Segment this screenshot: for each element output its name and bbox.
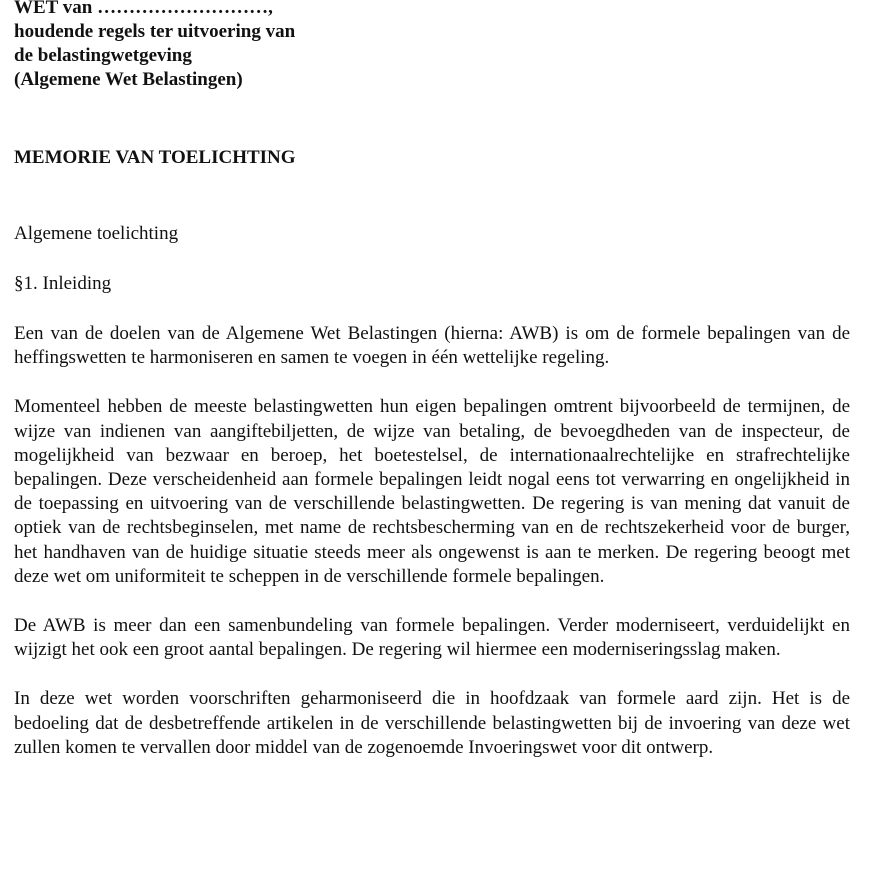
memorie-heading: MEMORIE VAN TOELICHTING bbox=[14, 147, 296, 168]
law-title-line-4: (Algemene Wet Belastingen) bbox=[14, 69, 243, 90]
law-title-line-3: de belastingwetgeving bbox=[14, 45, 192, 66]
paragraph-1: Een van de doelen van de Algemene Wet Belastingen (hierna: AWB) is om de formele bepalingen van de heffingswetten te harmoniseren en samen te voegen in één wettelijke regeling. bbox=[14, 323, 850, 369]
subsection-heading: §1. Inleiding bbox=[14, 273, 112, 294]
document-page bbox=[14, 0, 850, 760]
law-title-line-2: houdende regels ter uitvoering van bbox=[14, 21, 296, 42]
law-title bbox=[14, 0, 850, 92]
law-title-line-1: WET van ………………………, bbox=[14, 0, 273, 18]
paragraph-4: In deze wet worden voorschriften geharmoniseerd die in hoofdzaak van formele aard zijn. Het is de bedoeling dat de desbetreffende artikelen in de verschillende belastingwetten bij de invoering van deze wet zullen komen te vervallen door middel van de zogenoemde Invoeringswet voor dit ontwerp. bbox=[14, 688, 850, 758]
paragraph-3: De AWB is meer dan een samenbundeling van formele bepalingen. Verder moderniseert, verduidelijkt en wijzigt het ook een groot aantal bepalingen. De regering wil hiermee een moderniseringsslag maken. bbox=[14, 615, 850, 661]
section-heading: Algemene toelichting bbox=[14, 223, 179, 244]
paragraph-2: Momenteel hebben de meeste belastingwetten hun eigen bepalingen omtrent bijvoorbeeld de termijnen, de wijze van indienen van aangiftebiljetten, de wijze van betaling, de bevoegdheden van de inspecteur, de mogelijkheid van bezwaar en beroep, het boetestelsel, de internationaalrechtelijke en strafrechtelijke bepalingen. Deze verscheidenheid aan formele bepalingen leidt nogal eens tot verwarring en ongelijkheid in de toepassing en uitvoering van de verschillende belastingwetten. De regering is van mening dat vanuit de optiek van de rechtsbeginselen, met name de rechtsbescherming van en de rechtszekerheid voor de burger, het handhaven van de huidige situatie steeds meer als ongewenst is aan te merken. De regering beoogt met deze wet om uniformiteit te scheppen in de verschillende formele bepalingen. bbox=[14, 396, 850, 587]
